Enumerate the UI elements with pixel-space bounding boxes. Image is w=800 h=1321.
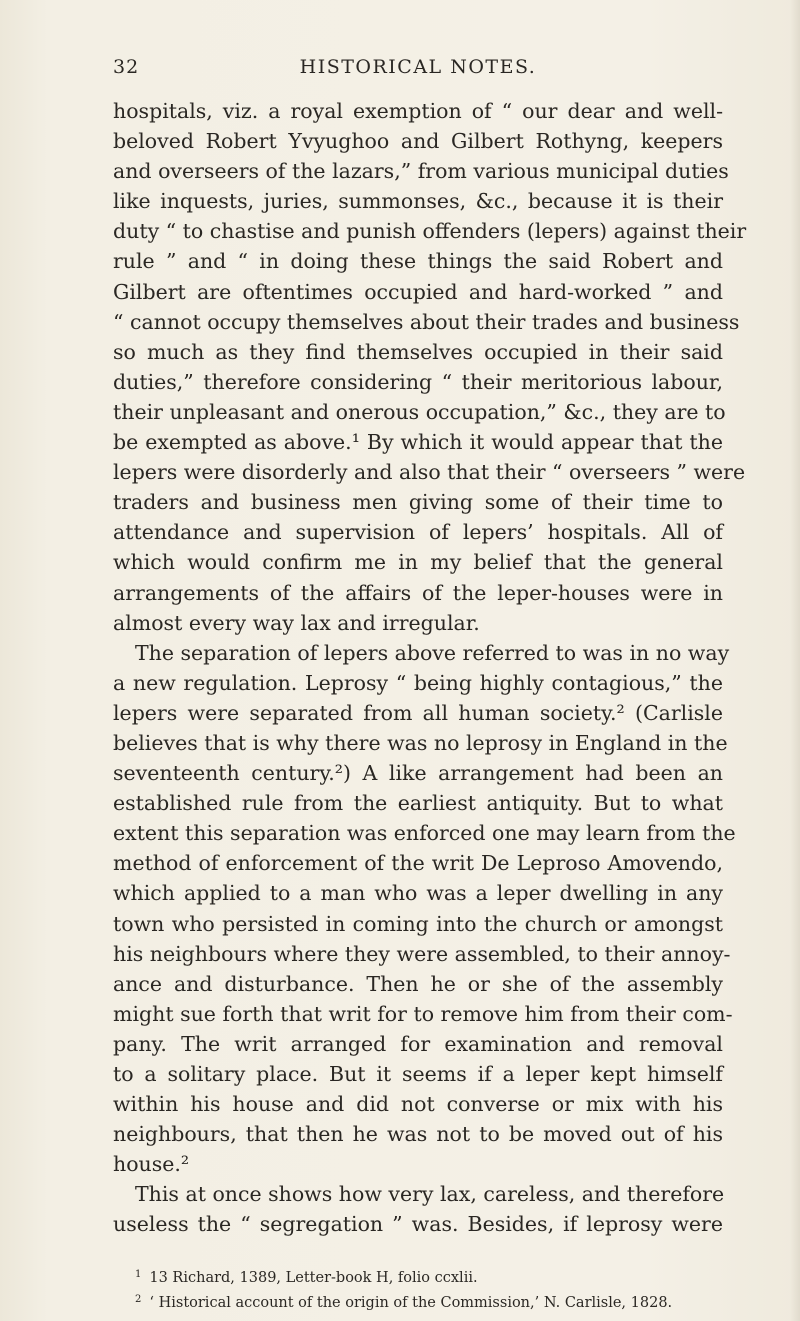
footnote-mark: 1 bbox=[135, 1269, 142, 1280]
text-line: house.² bbox=[113, 1152, 190, 1177]
text-line: attendance and supervision of lepers’ hospitals. All of bbox=[113, 520, 723, 545]
text-line: method of enforcement of the writ De Leproso Amovendo, bbox=[113, 851, 723, 876]
text-line: “ cannot occupy themselves about their trades and business bbox=[113, 309, 740, 334]
footnote bbox=[113, 1289, 723, 1314]
text-line: which would confirm me in my belief that the general bbox=[113, 550, 723, 575]
text-line: almost every way lax and irregular. bbox=[113, 610, 480, 635]
text-line: might sue forth that writ for to remove him from their com- bbox=[113, 1001, 733, 1026]
text-line: like inquests, juries, summonses, &c., because it is their bbox=[113, 189, 723, 214]
running-title: HISTORICAL NOTES. bbox=[299, 56, 537, 78]
text-line: rule ” and “ in doing these things the said Robert and bbox=[113, 249, 723, 274]
text-line: a new regulation. Leprosy “ being highly contagious,” the bbox=[113, 670, 723, 695]
text-line: be exempted as above.¹ By which it would appear that the bbox=[113, 430, 723, 455]
text-line: seventeenth century.²) A like arrangement had been an bbox=[113, 761, 723, 786]
text-line: their unpleasant and onerous occupation,” &c., they are to bbox=[113, 399, 726, 424]
text-line: useless the “ segregation ” was. Besides, if leprosy were bbox=[113, 1212, 723, 1237]
text-line: established rule from the earliest antiquity. But to what bbox=[113, 791, 723, 816]
footnote bbox=[113, 1264, 723, 1289]
text-line: pany. The writ arranged for examination and removal bbox=[113, 1031, 723, 1056]
footnote-text: 13 Richard, 1389, Letter-book H, folio ccxlii. bbox=[149, 1270, 478, 1286]
footnotes bbox=[113, 1264, 723, 1314]
body-text bbox=[113, 96, 747, 1240]
page-header bbox=[113, 56, 723, 86]
text-line: his neighbours where they were assembled, to their annoy- bbox=[113, 941, 731, 966]
footnote-mark: 2 bbox=[135, 1294, 142, 1305]
text-line: lepers were disorderly and also that their “ overseers ” were bbox=[113, 460, 746, 485]
text-line: ance and disturbance. Then he or she of the assembly bbox=[113, 971, 723, 996]
text-line: town who persisted in coming into the church or amongst bbox=[113, 911, 723, 936]
text-line: The separation of lepers above referred to was in no way bbox=[135, 640, 730, 665]
page-edge-shadow bbox=[790, 0, 800, 1321]
text-line: to a solitary place. But it seems if a leper kept himself bbox=[113, 1062, 723, 1086]
text-line: which applied to a man who was a leper dwelling in any bbox=[113, 881, 723, 906]
text-line: traders and business men giving some of their time to bbox=[113, 490, 723, 515]
text-line: duties,” therefore considering “ their meritorious labour, bbox=[113, 369, 723, 394]
text-line: believes that is why there was no leprosy in England in the bbox=[113, 730, 728, 755]
page-number: 32 bbox=[113, 56, 140, 78]
text-line: within his house and did not converse or mix with his bbox=[113, 1092, 723, 1117]
text-line: extent this separation was enforced one may learn from the bbox=[113, 821, 736, 846]
text-line: This at once shows how very lax, careless, and therefore bbox=[135, 1182, 725, 1207]
text-line: beloved Robert Yvyughoo and Gilbert Rothyng, keepers bbox=[113, 129, 723, 154]
text-line: and overseers of the lazars,” from various municipal duties bbox=[113, 159, 729, 184]
footnote-text: ‘ Historical account of the origin of the Commission,’ N. Carlisle, 1828. bbox=[149, 1295, 673, 1311]
text-line: duty “ to chastise and punish offenders (lepers) against their bbox=[113, 219, 747, 244]
text-line: hospitals, viz. a royal exemption of “ our dear and well- bbox=[113, 99, 723, 123]
text-line: lepers were separated from all human society.² (Carlisle bbox=[113, 700, 723, 725]
text-line: Gilbert are oftentimes occupied and hard-worked ” and bbox=[113, 279, 723, 304]
text-line: arrangements of the affairs of the leper-houses were in bbox=[113, 580, 723, 605]
text-line: so much as they find themselves occupied in their said bbox=[113, 339, 723, 364]
text-line: neighbours, that then he was not to be moved out of his bbox=[113, 1122, 723, 1147]
